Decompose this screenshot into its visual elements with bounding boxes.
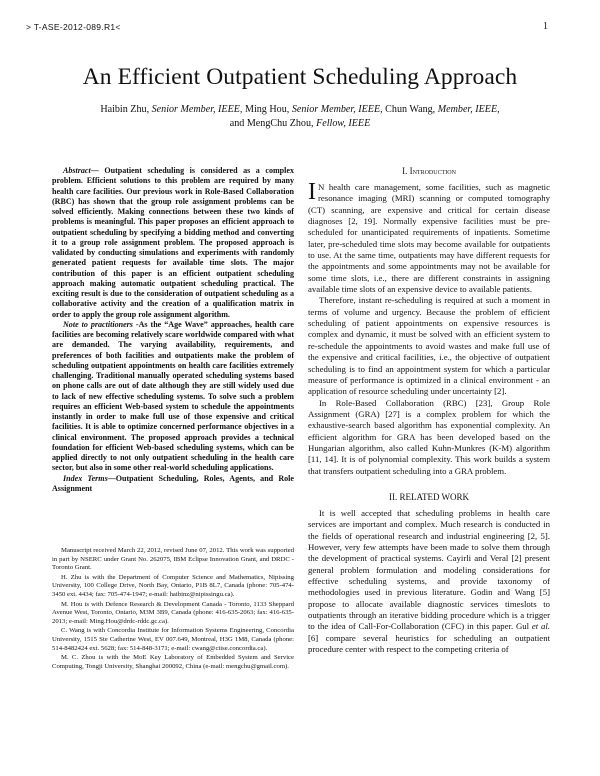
intro-text: N health care management, some facilities, such as magnetic resonance imaging (MRI) scanning or computed tomography (CT) scanning, are expensive and critical for certain disease diagnoses [2, 19]. Normally expensive facilities must be pre-scheduled for unanticipated requirements of inpatients. Sometime later, pre-scheduled time slots may become available for outpatients to use. At the same time, outpatients may have different requests for the appointments and some appointments may not be available for some time slots, i.e., there are different constraints in assigning available time slots of an expensive device to available patients. bbox=[308, 182, 550, 295]
author-name: Chun Wang, bbox=[382, 104, 438, 115]
abstract bbox=[52, 166, 294, 320]
intro-paragraph: Therefore, instant re-scheduling is required at such a moment in terms of volume and urgency. Because the problem of efficient scheduling of patient appointments on expensive resources is complex and dynamic, it must be solved with an efficient system to re-schedule the appointments to avoid wastes and make full use of the expensive and critical facilities, i.e., the objective of outpatient scheduling is to find an appointment system for which a particular measure of performance is optimized in a clinical environment - an application of resource scheduling under uncertainty [2]. bbox=[308, 295, 550, 397]
index-terms-label: Index Terms bbox=[63, 473, 108, 483]
author-name: and MengChu Zhou, bbox=[229, 118, 317, 129]
author-role: Senior Member, IEEE, bbox=[291, 104, 383, 115]
footnote: C. Wang is with Concordia Institute for Information Systems Engineering, Concordia University, 1515 Ste Catherine West, EV 007.649, Montreal, H3G 1M8, Canada (phone: 514-8482424 ext. 5628; fax: 514-848-3171; e-mail: cwang@ciise.concordia.ca). bbox=[52, 627, 294, 652]
note-text: -As the “Age Wave” approaches, health care facilities are becoming relatively scare worldwide compared with what are demanded. The varying availability, requirements, and preferences of both facilities and outpatients make the problem of scheduling outpatient appointments on health care facilities extremely challenging. Traditional manually operated scheduling systems based on phone calls are out of date although they are still widely used due to lack of new effective scheduling systems. To solve such a problem requires an efficient Web-based system to schedule the appointments instantly in order to make full use of those expensive and critical facilities. It is able to optimize concerned performance objectives in a clinical environment. The proposed approach provides a technical foundation for efficient Web-based scheduling systems, which can be applied directly to not only outpatient scheduling in the health care sector, but also in some other real-world scheduling applications. bbox=[52, 319, 294, 473]
section-heading-related-work: II. RELATED WORK bbox=[388, 491, 470, 502]
author-role: Member, IEEE, bbox=[437, 104, 500, 115]
author-role: Senior Member, IEEE, bbox=[151, 104, 243, 115]
related-work-paragraph bbox=[308, 508, 550, 655]
section-heading-introduction: I. Introduction bbox=[402, 166, 456, 176]
index-terms-text: —Outpatient Scheduling, Roles, Agents, and Role Assignment bbox=[52, 473, 294, 493]
footnote: Manuscript received March 22, 2012, revised June 07, 2012. This work was supported in part by NSERC under Grant No. 262075, IBM Eclipse Innovation Grant, and DRDC - Toronto Grant. bbox=[52, 547, 294, 572]
author-name: Ming Hou, bbox=[242, 104, 292, 115]
right-column bbox=[308, 166, 550, 655]
index-terms bbox=[52, 474, 294, 495]
abstract-text: — Outpatient scheduling is considered as a complex problem. Efficient solutions to this problem are required by many health care facilities. Our previous work in Role-Based Collaboration (RBC) has shown that the group role assignment problems can be solved efficiently. Making connections between these two kinds of problems is meaningful. This paper proposes an efficient approach to outpatient scheduling by specifying a bidding method and converting it to a group role assignment problem. The proposed approach is validated by conducting simulations and experiments with randomly generated patient requests for available time slots. The major contribution of this paper is an efficient outpatient scheduling approach making automatic outpatient scheduling practical. The exciting result is due to the consideration of outpatient scheduling as a collaborative activity and the creation of a qualification matrix in order to apply the group role assignment algorithm. bbox=[52, 166, 294, 319]
footnote: H. Zhu is with the Department of Computer Science and Mathematics, Nipissing University, 100 College Drive, North Bay, Ontario, P1B 8L7, Canada (phone: 705-474-3450 ext. 4434; fax: 705-474-1947; e-mail: haibinz@nipissingu.ca). bbox=[52, 573, 294, 598]
left-column bbox=[52, 166, 294, 494]
footnote: M. Hou is with Defence Research & Development Canada - Toronto, 1133 Sheppard Avenue West, Toronto, Ontario, M3M 3B9, Canada (phone: 416-635-2063; fax: 416-635-2013; e-mail: Ming.Hou@drdc-rddc.gc.ca). bbox=[52, 600, 294, 625]
paper-title: An Efficient Outpatient Scheduling Approach bbox=[82, 64, 518, 90]
note-label: Note to practitioners bbox=[63, 319, 133, 329]
related-work-text: [6] compare several heuristics for scheduling an outpatient procedure center with respect to the competing criteria of bbox=[308, 632, 550, 655]
note-to-practitioners bbox=[52, 320, 294, 474]
header-tag: > T-ASE-2012-089.R1< bbox=[26, 22, 121, 32]
abstract-label: Abstract bbox=[63, 166, 91, 175]
author-list bbox=[60, 103, 540, 131]
intro-paragraph bbox=[308, 179, 550, 295]
et-al: et al. bbox=[531, 621, 550, 632]
footnote: M. C. Zhou is with the MoE Key Laboratory of Embedded System and Service Computing, Tongji University, Shanghai 200092, China (e-mail: mengchu@gmail.com). bbox=[52, 654, 294, 670]
author-name: Haibin Zhu, bbox=[100, 104, 152, 115]
related-work-text: It is well accepted that scheduling problems in health care services are important and complex. Much research is conducted in the fields of operational research and industrial engineering [2, 5]. However, very few attempts have been made to solve them through the development of practical systems. Cayirli and Veral [2] present general problem formulation and modeling considerations for effective scheduling systems, and provide taxonomy of methodologies used in previous literature. Godin and Wang [5] propose to allocate available diagnostic services timeslots to outpatients through an iterative bidding procedure which is a trigger to the idea of Call-For-Collaboration (CFC) in this paper. Gul bbox=[308, 507, 550, 632]
intro-paragraph: In Role-Based Collaboration (RBC) [23], Group Role Assignment (GRA) [27] is a complex problem for which the exhaustive-search based algorithm has exponential complexity. An efficient algorithm for GRA has been developed based on the Hungarian algorithm, also called Kuhn-Munkres (K-M) algorithm [11, 14]. It is of polynomial complexity. This work builds a system that transfers outpatient scheduling into a GRA problem. bbox=[308, 397, 550, 476]
footnotes bbox=[52, 547, 294, 672]
author-role: Fellow, IEEE bbox=[316, 118, 371, 129]
page-number: 1 bbox=[543, 21, 548, 32]
drop-cap: I bbox=[308, 179, 316, 205]
